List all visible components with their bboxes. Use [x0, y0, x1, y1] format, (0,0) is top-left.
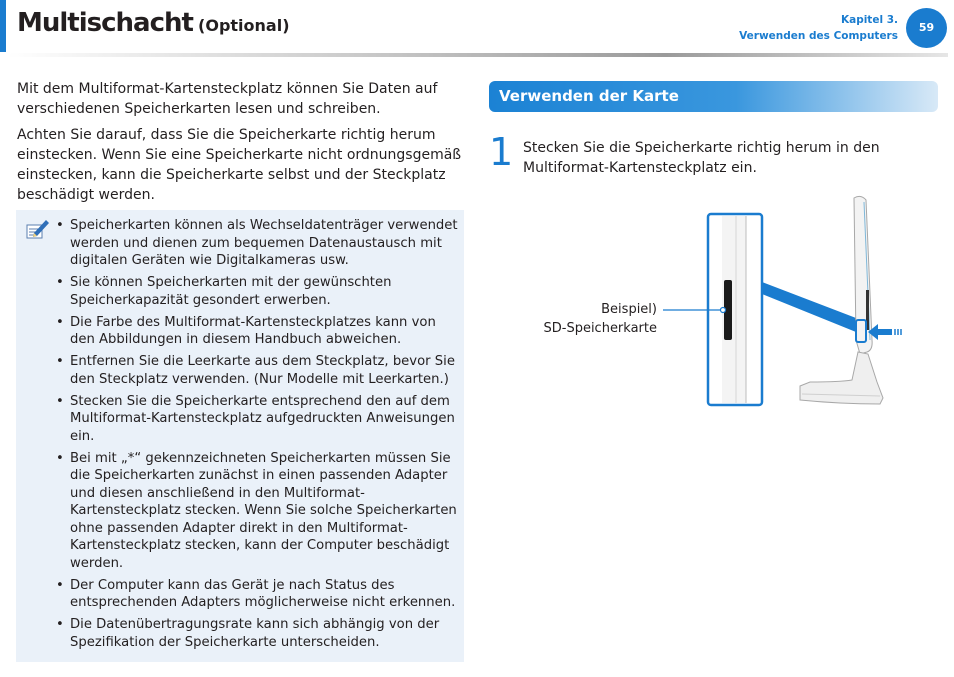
note-pencil-icon: [24, 216, 50, 242]
header-divider: [8, 53, 948, 57]
intro-paragraph-2: Achten Sie darauf, dass Sie die Speicherkarte richtig herum einstecken. Wenn Sie eine Speicherkarte nicht ordnungsgemäß einstecken, kann die Speicherkarte selbst und der Steckplatz beschädigt werden.: [17, 127, 462, 203]
chapter-title: Verwenden des Computers: [739, 30, 898, 42]
note-item-6: • Bei mit „*“ gekennzeichneten Speicherkarten müssen Sie die Speicherkarten zunächst in einen passenden Adapter und diesen anschließend in den Multiformat-Kartensteckplatz stecken. Wenn Sie solche Speicherkarten ohne passenden Adapter direkt in den Multiformat-Kartensteckplatz stecken, kann der Computer beschädigt werden.: [56, 450, 458, 573]
step-number: 1: [489, 130, 514, 174]
note-list: [56, 217, 458, 656]
note-item-8: • Die Datenübertragungsrate kann sich abhängig von der Spezifikation der Speicherkarte unterscheiden.: [56, 616, 458, 651]
figure-label-line-2: SD-Speicherkarte: [543, 321, 657, 336]
page-title-main: Multischacht: [17, 8, 193, 38]
section-title: Verwenden der Karte: [499, 87, 679, 105]
header-accent-bar: [0, 0, 6, 52]
note-box: [16, 210, 464, 662]
note-item-2: • Sie können Speicherkarten mit der gewünschten Speicherkapazität gesondert erwerben.: [56, 274, 458, 309]
note-item-7: • Der Computer kann das Gerät je nach Status des entsprechenden Adapters möglicherweise nicht erkennen.: [56, 577, 458, 612]
note-item-3: • Die Farbe des Multiformat-Kartensteckplatzes kann von den Abbildungen in diesem Handbuch abweichen.: [56, 314, 458, 349]
figure-label-line-1: Beispiel): [601, 302, 657, 317]
note-item-1: • Speicherkarten können als Wechseldatenträger verwendet werden und dienen zum bequemen Datenaustausch mit digitalen Geräten wie Digitalkameras usw.: [56, 217, 458, 270]
section-header: [489, 81, 938, 112]
step-text: Stecken Sie die Speicherkarte richtig herum in den Multiformat-Kartensteckplatz ein.: [523, 140, 880, 176]
page-number-badge: 59: [906, 8, 947, 48]
chapter-label: Kapitel 3.: [840, 14, 898, 26]
zoom-connector: [762, 282, 856, 332]
page-title-suffix: (Optional): [198, 16, 290, 35]
note-item-5: • Stecken Sie die Speicherkarte entsprechend den auf dem Multiformat-Kartensteckplatz aufgedruckten Anweisungen ein.: [56, 393, 458, 446]
chapter-info: [739, 12, 898, 44]
figure-label: [512, 300, 657, 338]
intro-paragraph-1: Mit dem Multiformat-Kartensteckplatz können Sie Daten auf verschiedenen Speicherkarten lesen und schreiben.: [17, 81, 438, 117]
note-item-4: • Entfernen Sie die Leerkarte aus dem Steckplatz, bevor Sie den Steckplatz verwenden. (Nur Modelle mit Leerkarten.): [56, 353, 458, 388]
page-title: [17, 8, 290, 38]
